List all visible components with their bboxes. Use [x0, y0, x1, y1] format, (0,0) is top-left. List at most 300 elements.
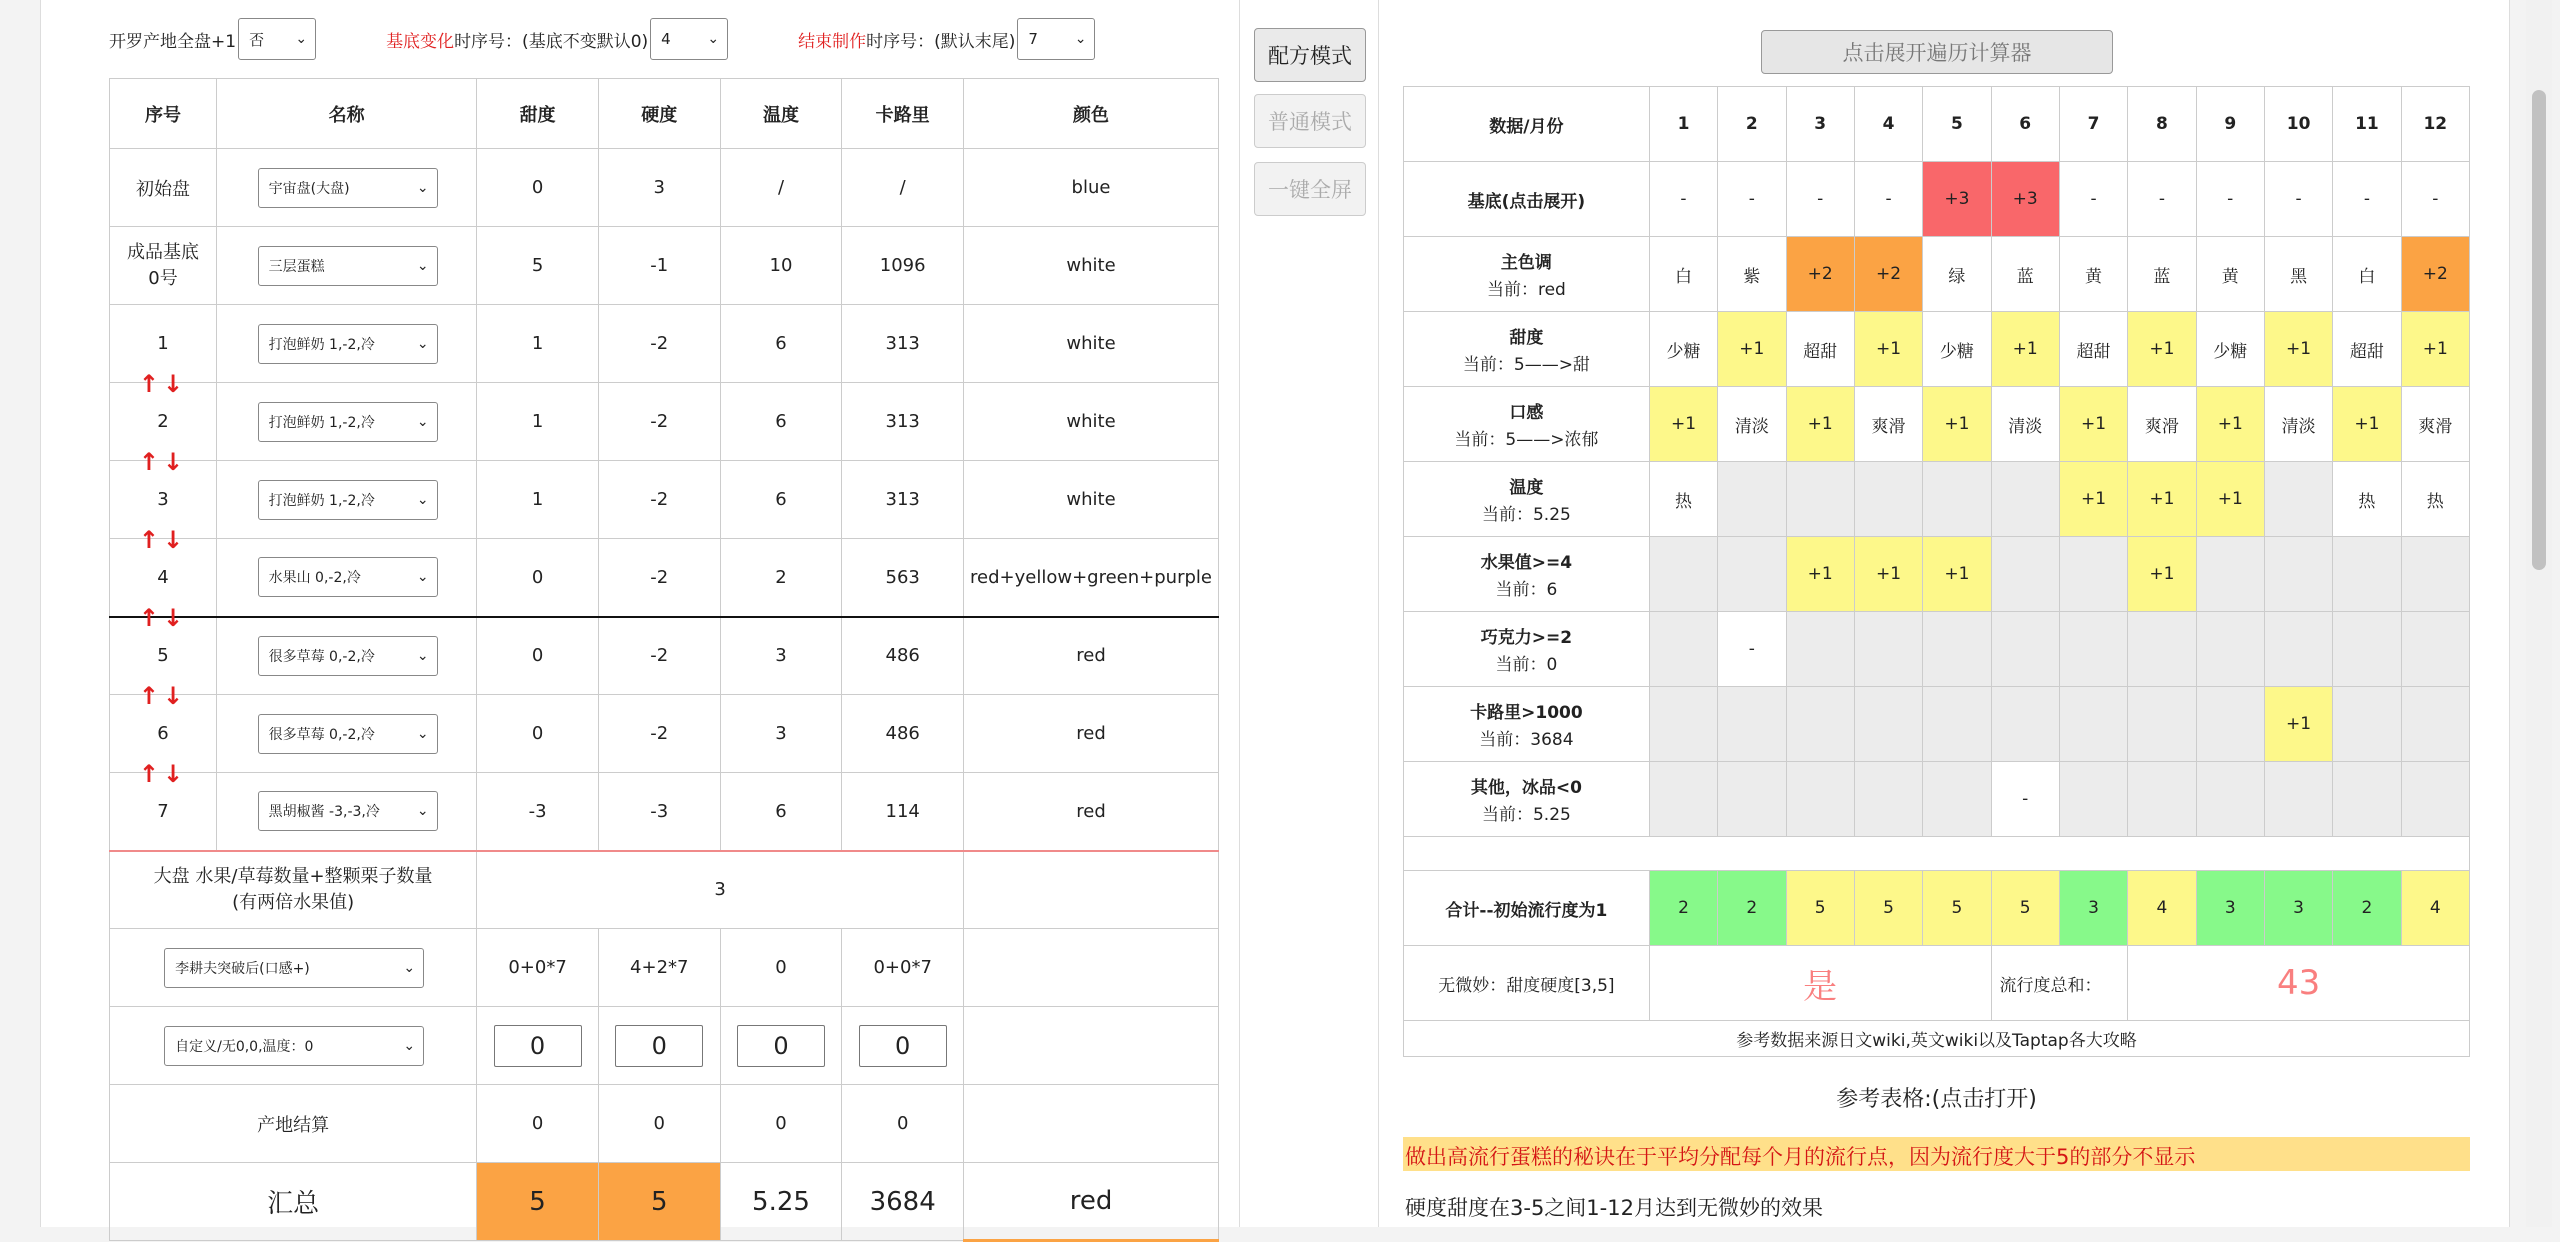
origin-value: 0: [477, 1085, 599, 1163]
month-cell: [1718, 762, 1786, 837]
spacer: [1404, 837, 2470, 871]
row-current: 当前：3684: [1479, 730, 1574, 750]
ingredient-table: [109, 78, 1219, 1242]
month-cell: [2128, 687, 2196, 762]
ingredient-index: [110, 461, 217, 554]
ingredient-color: blue: [964, 149, 1219, 227]
month-header: 1: [1649, 87, 1717, 162]
scrollbar-track[interactable]: [2526, 0, 2552, 1227]
ingredient-color: red: [964, 695, 1219, 773]
chevron-down-icon: ⌄: [707, 31, 720, 47]
ingredient-color: white: [964, 383, 1219, 461]
index-text: 成品基底0号: [127, 241, 199, 289]
row-current: 当前：red: [1486, 280, 1566, 300]
index-text: 2: [157, 411, 169, 432]
month-cell: [2401, 612, 2469, 687]
ingredient-temp: 6: [720, 305, 842, 383]
ingredient-select[interactable]: 打泡鲜奶 1,-2,冷 ⌄: [258, 480, 438, 520]
chevron-down-icon: ⌄: [416, 491, 429, 508]
base-change-suffix: 时序号：(基底不变默认0): [454, 31, 649, 52]
month-cell: +1: [2128, 537, 2196, 612]
row-current: 当前：0: [1495, 655, 1558, 675]
chevron-down-icon: ⌄: [1074, 31, 1087, 47]
col-header: 硬度: [598, 79, 720, 149]
ingredient-index: [110, 695, 217, 788]
ingredient-cal: 486: [842, 695, 964, 773]
ingredient-sweet: 0: [477, 617, 599, 695]
row-label: 基底(点击展开): [1467, 191, 1586, 212]
month-cell: -: [1718, 162, 1786, 237]
ingredient-cal: 313: [842, 305, 964, 383]
top-options: [109, 0, 1219, 78]
month-cell: +2: [1854, 237, 1922, 312]
month-cell: -: [2128, 162, 2196, 237]
month-cell: [2264, 462, 2332, 537]
ingredient-sweet: 1: [477, 383, 599, 461]
scrollbar-thumb[interactable]: [2532, 90, 2546, 570]
month-cell: +1: [1854, 537, 1922, 612]
month-cell: [2128, 762, 2196, 837]
person-row: [110, 929, 1219, 1007]
month-cell: -: [1854, 162, 1922, 237]
index-text: 3: [157, 489, 169, 510]
ingredient-index: [110, 227, 217, 305]
ingredient-select[interactable]: 很多草莓 0,-2,冷 ⌄: [258, 636, 438, 676]
month-header: 11: [2333, 87, 2401, 162]
ingredient-sweet: 0: [477, 695, 599, 773]
month-cell: -: [1991, 762, 2059, 837]
month-cell: +1: [1649, 387, 1717, 462]
ingredient-color: white: [964, 305, 1219, 383]
col-header: 名称: [217, 79, 477, 149]
fruit-count-row: [110, 851, 1219, 929]
total-cell: 3: [2264, 871, 2332, 946]
month-cell: [2264, 537, 2332, 612]
row-label-choco: [1404, 612, 1650, 687]
row-label-temp: [1404, 462, 1650, 537]
ingredient-row: [110, 149, 1219, 227]
row-label: 水果值>=4: [1480, 553, 1573, 573]
month-cell: [1923, 612, 1991, 687]
row-label-other: [1404, 762, 1650, 837]
month-row-choco: [1404, 612, 2470, 687]
month-cell: +1: [2264, 312, 2332, 387]
ingredient-hard: -2: [598, 383, 720, 461]
month-cell: [1718, 537, 1786, 612]
month-cell: 黄: [2059, 237, 2127, 312]
month-cell: 少糖: [2196, 312, 2264, 387]
month-header: 12: [2401, 87, 2469, 162]
month-row-temp: [1404, 462, 2470, 537]
month-cell: +1: [2128, 312, 2196, 387]
total-row: [110, 1163, 1219, 1241]
nomiao-value: 是: [1649, 946, 1991, 1021]
row-current: 当前：5——>甜: [1462, 355, 1590, 375]
month-cell: [2333, 537, 2401, 612]
total-color: red: [964, 1163, 1219, 1241]
ingredient-select[interactable]: 打泡鲜奶 1,-2,冷 ⌄: [258, 402, 438, 442]
month-row-sweet: [1404, 312, 2470, 387]
month-cell: 热: [2401, 462, 2469, 537]
row-current: 当前：5.25: [1481, 505, 1571, 525]
month-row-color: [1404, 237, 2470, 312]
chevron-down-icon: ⌄: [416, 257, 429, 274]
ingredient-row: [110, 539, 1219, 617]
index-text: 初始盘: [136, 178, 190, 200]
month-cell: 清淡: [1991, 387, 2059, 462]
total-sweet: 5: [477, 1163, 599, 1241]
month-row-other: [1404, 762, 2470, 837]
ingredient-select[interactable]: 黑胡椒酱 -3,-3,冷 ⌄: [258, 791, 438, 831]
ingredient-row: [110, 461, 1219, 539]
ingredient-cal: 313: [842, 383, 964, 461]
month-cell: +1: [2059, 387, 2127, 462]
month-header: 8: [2128, 87, 2196, 162]
month-cell: [2059, 612, 2127, 687]
ingredient-color: white: [964, 461, 1219, 539]
ingredient-temp: 3: [720, 617, 842, 695]
month-cell: +1: [2401, 312, 2469, 387]
month-cell: +1: [2333, 387, 2401, 462]
ingredient-sweet: 1: [477, 305, 599, 383]
total-cell: 4: [2128, 871, 2196, 946]
month-cell: [1786, 687, 1854, 762]
month-cell: 少糖: [1649, 312, 1717, 387]
month-cell: -: [2264, 162, 2332, 237]
mode-panel: [1239, 0, 1379, 1227]
month-cell: [2196, 537, 2264, 612]
month-cell: 蓝: [1991, 237, 2059, 312]
custom-row: [110, 1007, 1219, 1085]
index-text: 1: [157, 333, 169, 354]
month-cell: +1: [2264, 687, 2332, 762]
ingredient-index: [110, 539, 217, 632]
chevron-down-icon: ⌄: [416, 725, 429, 742]
header-label: 数据/月份: [1404, 87, 1650, 162]
month-cell: [1786, 762, 1854, 837]
month-cell: +3: [1991, 162, 2059, 237]
row-label: 温度: [1509, 478, 1544, 498]
ingredient-hard: -1: [598, 227, 720, 305]
index-text: 4: [157, 566, 169, 588]
month-cell: 清淡: [1718, 387, 1786, 462]
row-label: 卡路里>1000: [1470, 703, 1583, 723]
month-cell: +1: [1786, 387, 1854, 462]
month-cell: 爽滑: [1854, 387, 1922, 462]
expand-calculator-button[interactable]: 点击展开遍历计算器: [1761, 30, 2113, 74]
ingredient-select[interactable]: 打泡鲜奶 1,-2,冷 ⌄: [258, 324, 438, 364]
month-cell: 黄: [2196, 237, 2264, 312]
origin-value: 0: [842, 1085, 964, 1163]
ingredient-hard: -3: [598, 773, 720, 851]
person-temp: 0: [720, 929, 842, 1007]
month-cell: 黑: [2264, 237, 2332, 312]
month-cell: [2264, 762, 2332, 837]
month-cell: [2059, 537, 2127, 612]
month-cell: [1991, 687, 2059, 762]
ingredient-cal: 114: [842, 773, 964, 851]
month-cell: 白: [1649, 237, 1717, 312]
ingredient-row: [110, 305, 1219, 383]
ingredient-select[interactable]: 水果山 0,-2,冷 ⌄: [258, 557, 438, 597]
ingredient-sweet: 0: [477, 539, 599, 617]
col-header: 温度: [720, 79, 842, 149]
month-header: 9: [2196, 87, 2264, 162]
month-header: 4: [1854, 87, 1922, 162]
chevron-down-icon: ⌄: [416, 179, 429, 196]
ingredient-index: [110, 305, 217, 398]
month-cell: [2333, 762, 2401, 837]
row-label-sweet: [1404, 312, 1650, 387]
source-row: [1404, 1021, 2470, 1057]
month-cell: [1991, 537, 2059, 612]
month-cell: +2: [2401, 237, 2469, 312]
ingredient-index: [110, 617, 217, 710]
row-label-color: [1404, 237, 1650, 312]
month-row-base: [1404, 162, 2470, 237]
ingredient-hard: -2: [598, 461, 720, 539]
month-cell: [1718, 687, 1786, 762]
table-header: [110, 79, 1219, 149]
ingredient-cal: 1096: [842, 227, 964, 305]
month-header: 6: [1991, 87, 2059, 162]
ingredient-sweet: 1: [477, 461, 599, 539]
month-cell: [2128, 612, 2196, 687]
month-cell: -: [2059, 162, 2127, 237]
index-text: 7: [157, 800, 169, 822]
move-arrows-icon[interactable]: ↑↓: [138, 760, 188, 788]
row-label-fruit: [1404, 537, 1650, 612]
month-cell: [1854, 762, 1922, 837]
chevron-down-icon: ⌄: [403, 1037, 416, 1054]
month-cell: +2: [1786, 237, 1854, 312]
row-label-base[interactable]: [1404, 162, 1650, 237]
chevron-down-icon: ⌄: [295, 31, 308, 47]
kairo-select[interactable]: 否 ⌄: [238, 18, 316, 60]
month-cell: 蓝: [2128, 237, 2196, 312]
month-cell: 少糖: [1923, 312, 1991, 387]
month-cell: -: [2333, 162, 2401, 237]
custom-temp-input[interactable]: 0: [737, 1025, 825, 1067]
month-cell: [1923, 762, 1991, 837]
end-select[interactable]: 7 ⌄: [1017, 18, 1095, 60]
month-cell: -: [1786, 162, 1854, 237]
ref-source: 参考数据来源日文wiki,英文wiki以及Taptap各大攻略: [1404, 1021, 2470, 1057]
total-cell: 2: [1718, 871, 1786, 946]
month-cell: +1: [1991, 312, 2059, 387]
row-label: 口感: [1509, 403, 1544, 423]
row-label: 其他，冰品<0: [1470, 778, 1582, 798]
origin-value: 0: [598, 1085, 720, 1163]
ingredient-color: red+yellow+green+purple: [964, 539, 1219, 617]
ingredient-temp: 6: [720, 773, 842, 851]
ref-table-link[interactable]: 参考表格:(点击打开): [1836, 1087, 2037, 1112]
fruit-sub: (有两倍水果值): [232, 891, 355, 913]
move-arrows-icon[interactable]: ↑↓: [138, 603, 188, 632]
origin-label: 产地结算: [110, 1085, 477, 1163]
ingredient-temp: /: [720, 149, 842, 227]
person-select[interactable]: 李耕夫突破后(口感+) ⌄: [164, 948, 424, 988]
move-arrows-icon[interactable]: ↑↓: [138, 448, 188, 476]
custom-select[interactable]: 自定义/无0,0,温度：0 ⌄: [164, 1026, 424, 1066]
person-hard: 4+2*7: [598, 929, 720, 1007]
custom-hard-input[interactable]: 0: [615, 1025, 703, 1067]
total-cell: 5: [1923, 871, 1991, 946]
month-cell: +1: [2059, 462, 2127, 537]
month-cell: 紫: [1718, 237, 1786, 312]
ingredient-index: [110, 149, 217, 227]
month-cell: +1: [1718, 312, 1786, 387]
month-cell: [1854, 462, 1922, 537]
col-header: 甜度: [477, 79, 599, 149]
ingredient-sweet: 5: [477, 227, 599, 305]
month-cell: [2401, 687, 2469, 762]
row-label: 主色调: [1500, 253, 1552, 273]
ingredient-cal: 313: [842, 461, 964, 539]
ingredient-hard: -2: [598, 695, 720, 773]
month-header-row: [1404, 87, 2470, 162]
month-cell: -: [2196, 162, 2264, 237]
total-cell: 5: [1786, 871, 1854, 946]
total-cell: 4: [2401, 871, 2469, 946]
month-cell: 超甜: [2059, 312, 2127, 387]
month-cell: [1649, 612, 1717, 687]
month-cell: 热: [2333, 462, 2401, 537]
total-cal: 3684: [842, 1163, 964, 1241]
ingredient-hard: -2: [598, 305, 720, 383]
month-header: 2: [1718, 87, 1786, 162]
month-row-cal: [1404, 687, 2470, 762]
month-cell: [1718, 462, 1786, 537]
total-row: [1404, 871, 2470, 946]
ingredient-select[interactable]: 宇宙盘(大盘) ⌄: [258, 168, 438, 208]
row-current: 当前：5——>浓郁: [1454, 430, 1599, 450]
total-cell: 2: [1649, 871, 1717, 946]
month-cell: [2196, 687, 2264, 762]
month-cell: +1: [1923, 387, 1991, 462]
ingredient-hard: -2: [598, 539, 720, 617]
ingredient-color: red: [964, 617, 1219, 695]
month-row-fruit: [1404, 537, 2470, 612]
ingredient-color: red: [964, 773, 1219, 851]
ingredient-cal: 563: [842, 539, 964, 617]
col-header: 序号: [110, 79, 217, 149]
custom-sweet-input[interactable]: 0: [494, 1025, 582, 1067]
person-cal: 0+0*7: [842, 929, 964, 1007]
month-cell: 爽滑: [2401, 387, 2469, 462]
base-change-select[interactable]: 4 ⌄: [650, 18, 728, 60]
chevron-down-icon: ⌄: [416, 647, 429, 664]
month-cell: 绿: [1923, 237, 1991, 312]
move-arrows-icon[interactable]: ↑↓: [138, 682, 188, 710]
month-cell: [2196, 762, 2264, 837]
move-arrows-icon[interactable]: ↑↓: [138, 526, 188, 554]
month-cell: +1: [2196, 387, 2264, 462]
recipe-mode-button[interactable]: 配方模式: [1254, 28, 1366, 82]
ingredient-row: [110, 383, 1219, 461]
ingredient-temp: 10: [720, 227, 842, 305]
tip-banner: 做出高流行蛋糕的秘诀在于平均分配每个月的流行点，因为流行度大于5的部分不显示: [1403, 1137, 2470, 1171]
row-current: 当前：6: [1495, 580, 1558, 600]
month-cell: 超甜: [1786, 312, 1854, 387]
normal-mode-button[interactable]: 普通模式: [1254, 94, 1366, 148]
month-cell: [1854, 687, 1922, 762]
sum-label: 流行度总和：: [1991, 946, 2128, 1021]
month-cell: 白: [2333, 237, 2401, 312]
fruit-value: 3: [477, 851, 964, 929]
row-label-cal: [1404, 687, 1650, 762]
row-label-texture: [1404, 387, 1650, 462]
ingredient-select[interactable]: 很多草莓 0,-2,冷 ⌄: [258, 714, 438, 754]
origin-row: [110, 1085, 1219, 1163]
nomiao-label: 无微妙：甜度硬度[3,5]: [1404, 946, 1650, 1021]
col-header: 卡路里: [842, 79, 964, 149]
custom-cal-input[interactable]: 0: [859, 1025, 947, 1067]
index-text: 5: [157, 645, 169, 667]
end-suffix: 时序号：(默认末尾): [866, 31, 1016, 52]
total-cell: 2: [2333, 871, 2401, 946]
total-label: 汇总: [110, 1163, 477, 1241]
summary-row: [1404, 946, 2470, 1021]
base-change-label: 基底变化: [386, 31, 455, 52]
ingredient-index: [110, 383, 217, 476]
ingredient-hard: -2: [598, 617, 720, 695]
ingredient-temp: 6: [720, 461, 842, 539]
month-header: 10: [2264, 87, 2332, 162]
month-cell: 超甜: [2333, 312, 2401, 387]
origin-value: 0: [720, 1085, 842, 1163]
kairo-label: 开罗产地全盘+1: [109, 31, 237, 52]
month-cell: [1854, 612, 1922, 687]
month-cell: -: [2401, 162, 2469, 237]
total-label: 合计--初始流行度为1: [1404, 871, 1650, 946]
ingredient-cal: 486: [842, 617, 964, 695]
spacer-row: [1404, 837, 2470, 871]
total-cell: 5: [1854, 871, 1922, 946]
ingredient-temp: 6: [720, 383, 842, 461]
ingredient-row: [110, 227, 1219, 305]
ingredient-temp: 3: [720, 695, 842, 773]
month-cell: [2264, 612, 2332, 687]
chevron-down-icon: ⌄: [416, 569, 429, 586]
end-label: 结束制作: [798, 31, 867, 52]
row-label: 巧克力>=2: [1480, 628, 1573, 648]
chevron-down-icon: ⌄: [416, 803, 429, 820]
month-cell: [2333, 687, 2401, 762]
month-cell: [1786, 462, 1854, 537]
month-cell: +1: [1923, 537, 1991, 612]
month-cell: +1: [2196, 462, 2264, 537]
month-cell: [1991, 462, 2059, 537]
move-arrows-icon[interactable]: ↑↓: [138, 370, 188, 398]
ingredient-row: [110, 695, 1219, 773]
month-table: [1403, 86, 2470, 1057]
fullscreen-button[interactable]: 一键全屏: [1254, 162, 1366, 216]
month-cell: [2401, 537, 2469, 612]
chevron-down-icon: ⌄: [403, 959, 416, 976]
ingredient-select[interactable]: 三层蛋糕 ⌄: [258, 246, 438, 286]
sum-value: 43: [2128, 946, 2470, 1021]
month-cell: +3: [1923, 162, 1991, 237]
fruit-label: 大盘 水果/草莓数量+整颗栗子数量: [153, 865, 433, 887]
month-cell: [1786, 612, 1854, 687]
month-cell: [1649, 687, 1717, 762]
month-cell: +1: [1854, 312, 1922, 387]
month-cell: [1923, 687, 1991, 762]
month-header: 7: [2059, 87, 2127, 162]
month-cell: +1: [2128, 462, 2196, 537]
ingredient-sweet: -3: [477, 773, 599, 851]
